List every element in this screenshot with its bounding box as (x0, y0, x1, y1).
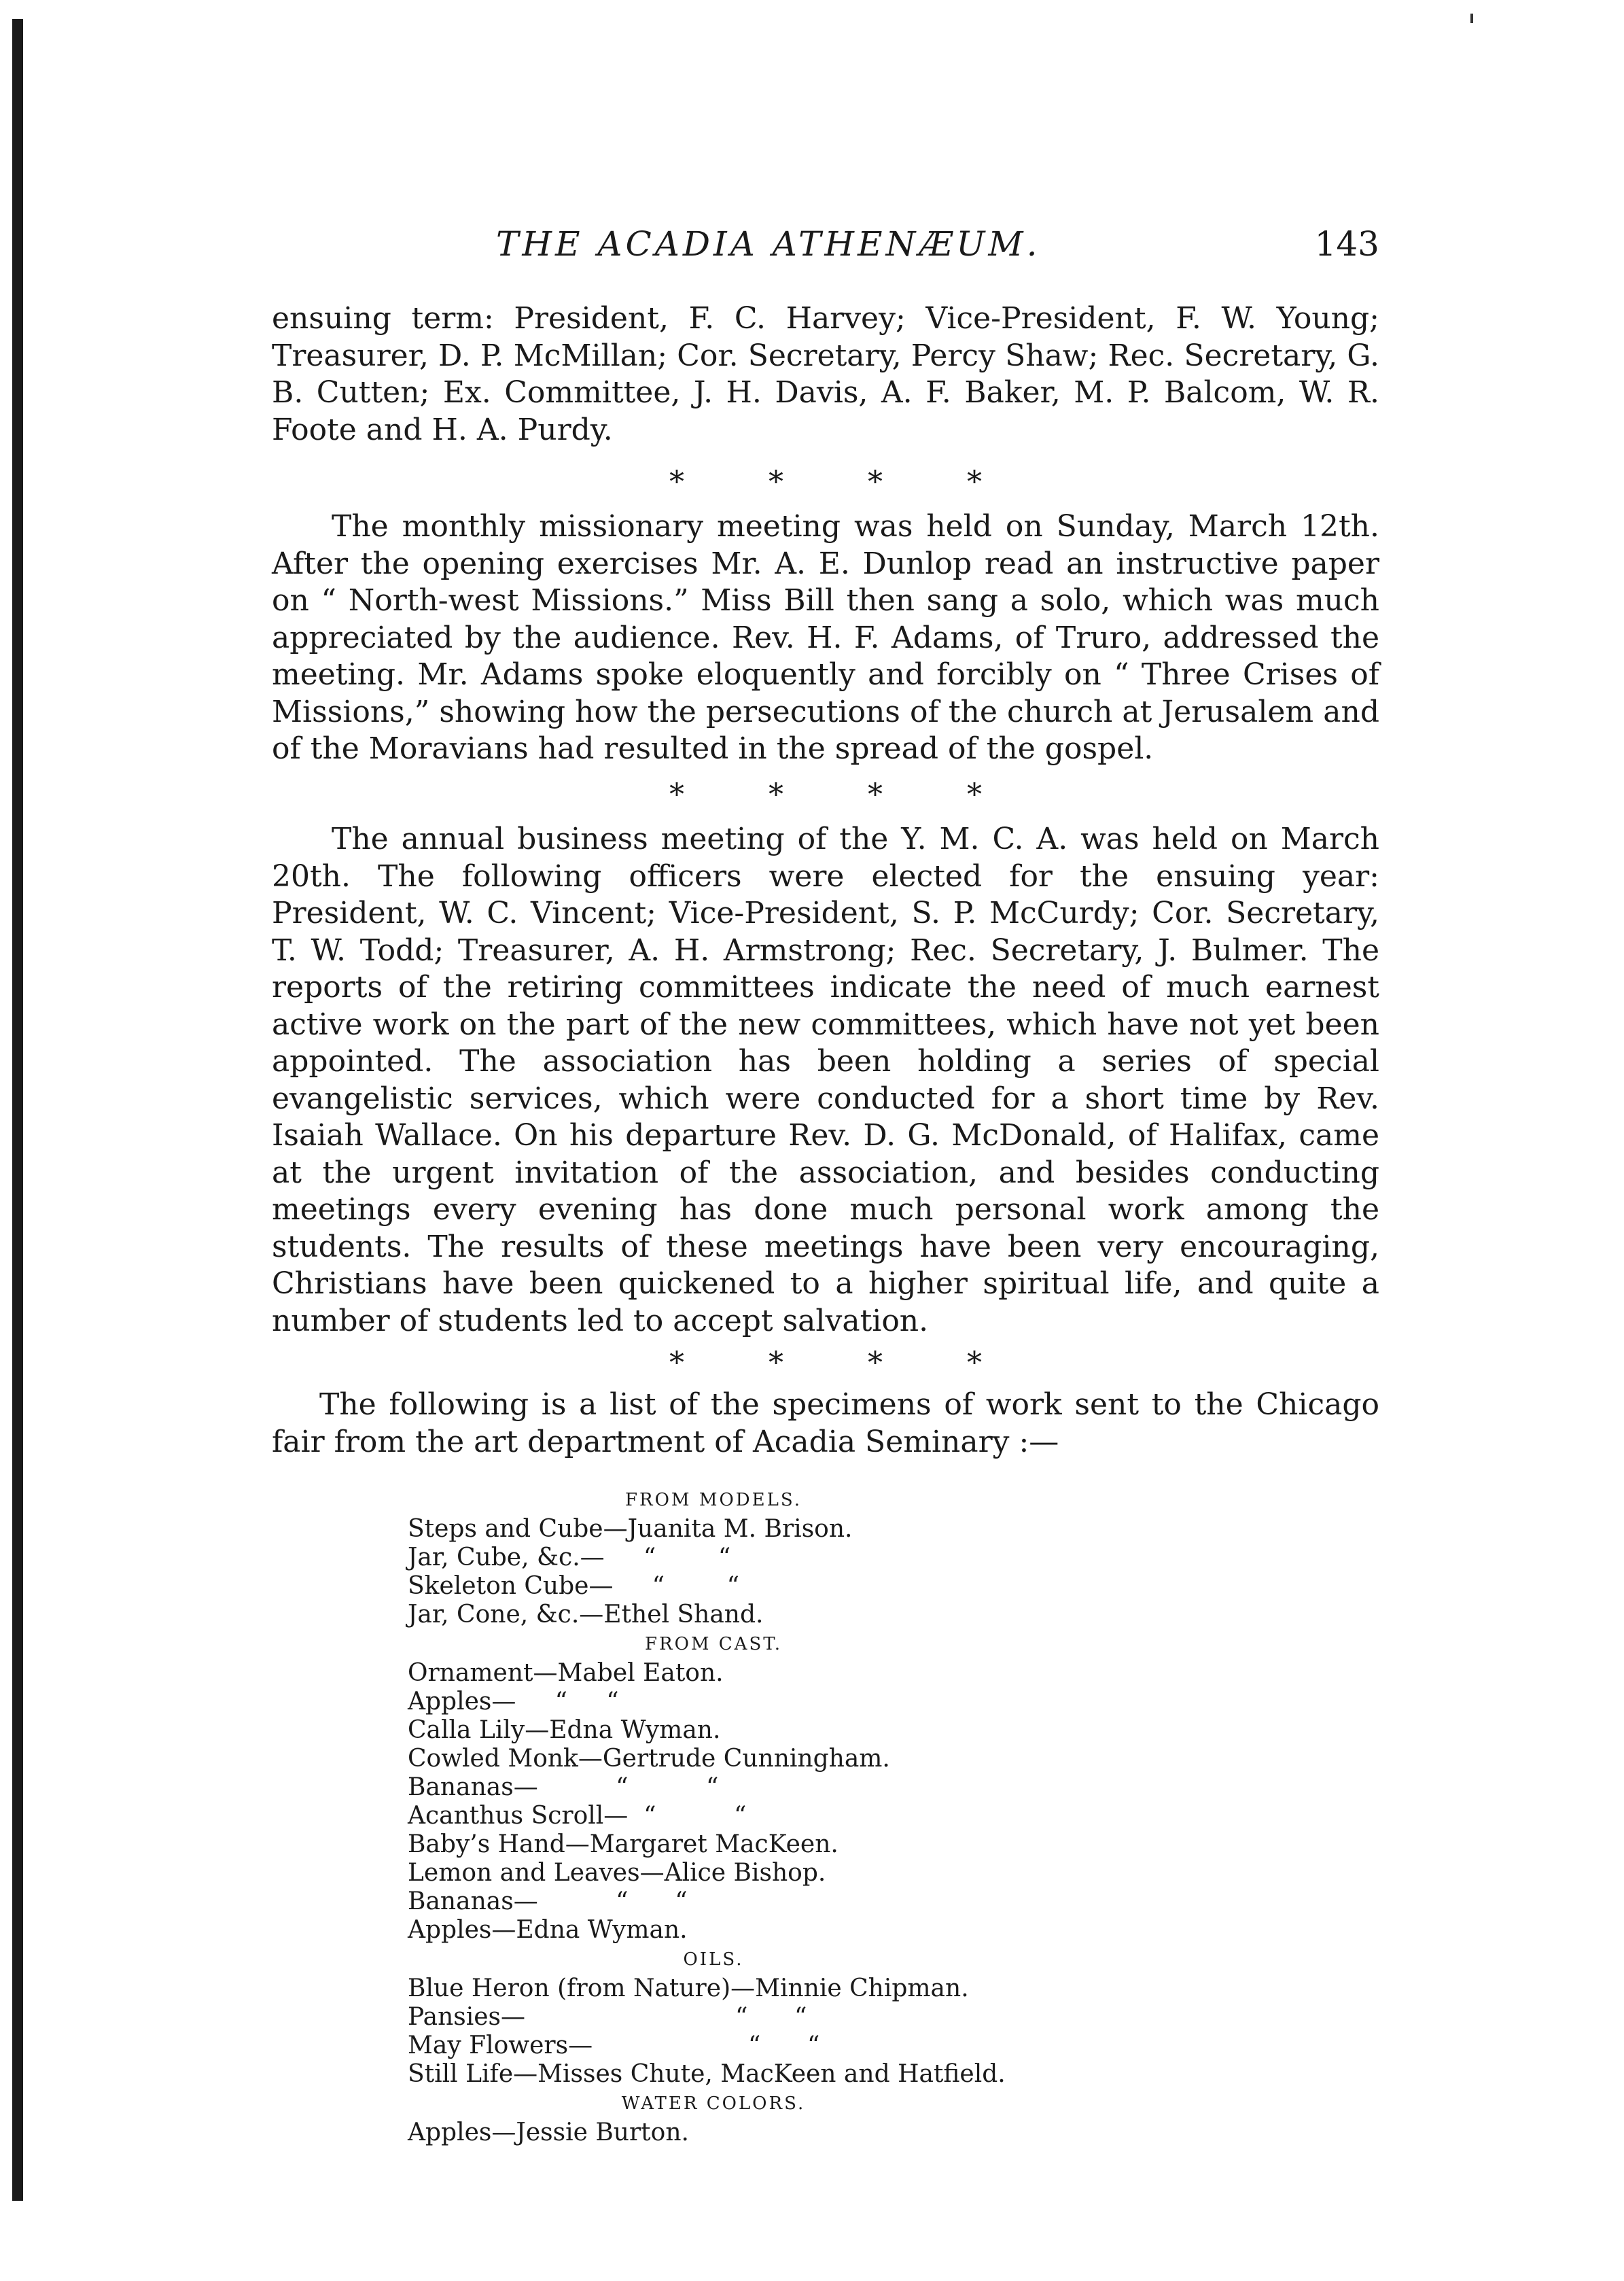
list-item: Bananas— “ “ (408, 1887, 688, 1915)
paragraph-missionary-meeting: The monthly missionary meeting was held on Sunday, March 12th. After the opening exercises Mr. A. E. Dunlop read an instructive paper on “ North-west Missions.” Miss Bill then sang a solo, which was much appreciated by the audience. Rev. H. F. Adams, of Truro, addressed the meeting. Mr. Adams spoke eloquently and forcibly on “ Three Crises of Missions,” showing how the persecutions of the church at Jerusalem and of the Moravians had resulted in the spread of the gospel. (272, 509, 1379, 766)
list-item: Pansies— “ “ (408, 2003, 807, 2031)
list-item: Apples—Edna Wyman. (408, 1916, 688, 1944)
section-separator-1: * * * * (669, 465, 982, 500)
list-item: Calla Lily—Edna Wyman. (408, 1716, 721, 1744)
print-speck (1470, 14, 1473, 23)
section-title-water-colors: WATER COLORS. (621, 2093, 806, 2114)
section-title-oils: OILS. (683, 1949, 744, 1970)
paragraph-ymca-meeting: The annual business meeting of the Y. M. C. A. was held on March 20th. The following officers were elected for the ensuing year: President, W. C. Vincent; Vice-President, S. P. McCurdy; Cor. Secretary, T. W. Todd; Treasurer, A. H. Armstrong; Rec. Secretary, J. Bulmer. The reports of the retiring committees indicate the need of much earnest active work on the part of the new committees, which have not yet been appointed. The association has been holding a series of special evangelistic services, which were conducted for a short time by Rev. Isaiah Wallace. On his departure Rev. D. G. McDonald, of Halifax, came at the urgent invitation of the association, and besides conducting meetings every evening has done much personal work among the students. The results of these meetings have been very encouraging, Christians have been quickened to a higher spiritual life, and quite a number of students led to accept salvation. (272, 822, 1379, 1338)
section-separator-3: * * * * (669, 1346, 982, 1380)
list-item: Apples— “ “ (408, 1688, 619, 1716)
list-item: Apples—Jessie Burton. (408, 2119, 689, 2146)
list-item: Bananas— “ “ (408, 1773, 719, 1801)
page-edge-rule (12, 19, 23, 2201)
page-header (272, 224, 1379, 272)
list-item: Blue Heron (from Nature)—Minnie Chipman. (408, 1974, 969, 2002)
section-title-from-cast: FROM CAST. (644, 1634, 783, 1654)
list-item: Skeleton Cube— “ “ (408, 1572, 740, 1600)
list-item: May Flowers— “ “ (408, 2032, 820, 2059)
list-item: Cowled Monk—Gertrude Cunningham. (408, 1745, 890, 1773)
list-item: Jar, Cube, &c.— “ “ (408, 1544, 731, 1571)
list-item: Acanthus Scroll— “ “ (408, 1802, 747, 1830)
list-item: Ornament—Mabel Eaton. (408, 1659, 724, 1687)
list-item: Baby’s Hand—Margaret MacKeen. (408, 1830, 839, 1858)
paragraph-chicago-list-intro: The following is a list of the specimens of work sent to the Chicago fair from the art department of Acadia Seminary :— (272, 1387, 1379, 1459)
list-item: Jar, Cone, &c.—Ethel Shand. (408, 1601, 764, 1629)
page-number: 143 (1314, 224, 1379, 264)
running-title: THE ACADIA ATHENÆUM. (496, 224, 1041, 264)
section-separator-2: * * * * (669, 778, 982, 812)
list-item: Lemon and Leaves—Alice Bishop. (408, 1859, 826, 1887)
list-item: Still Life—Misses Chute, MacKeen and Hatfield. (408, 2060, 1006, 2088)
section-title-from-models: FROM MODELS. (625, 1490, 802, 1510)
list-item: Steps and Cube—Juanita M. Brison. (408, 1515, 853, 1543)
paragraph-term-officers: ensuing term: President, F. C. Harvey; Vice-President, F. W. Young; Treasurer, D. P. McMillan; Cor. Secretary, Percy Shaw; Rec. Secretary, G. B. Cutten; Ex. Committee, J. H. Davis, A. F. Baker, M. P. Balcom, W. R. Foote and H. A. Purdy. (272, 301, 1379, 447)
specimen-list (408, 1485, 1223, 2147)
